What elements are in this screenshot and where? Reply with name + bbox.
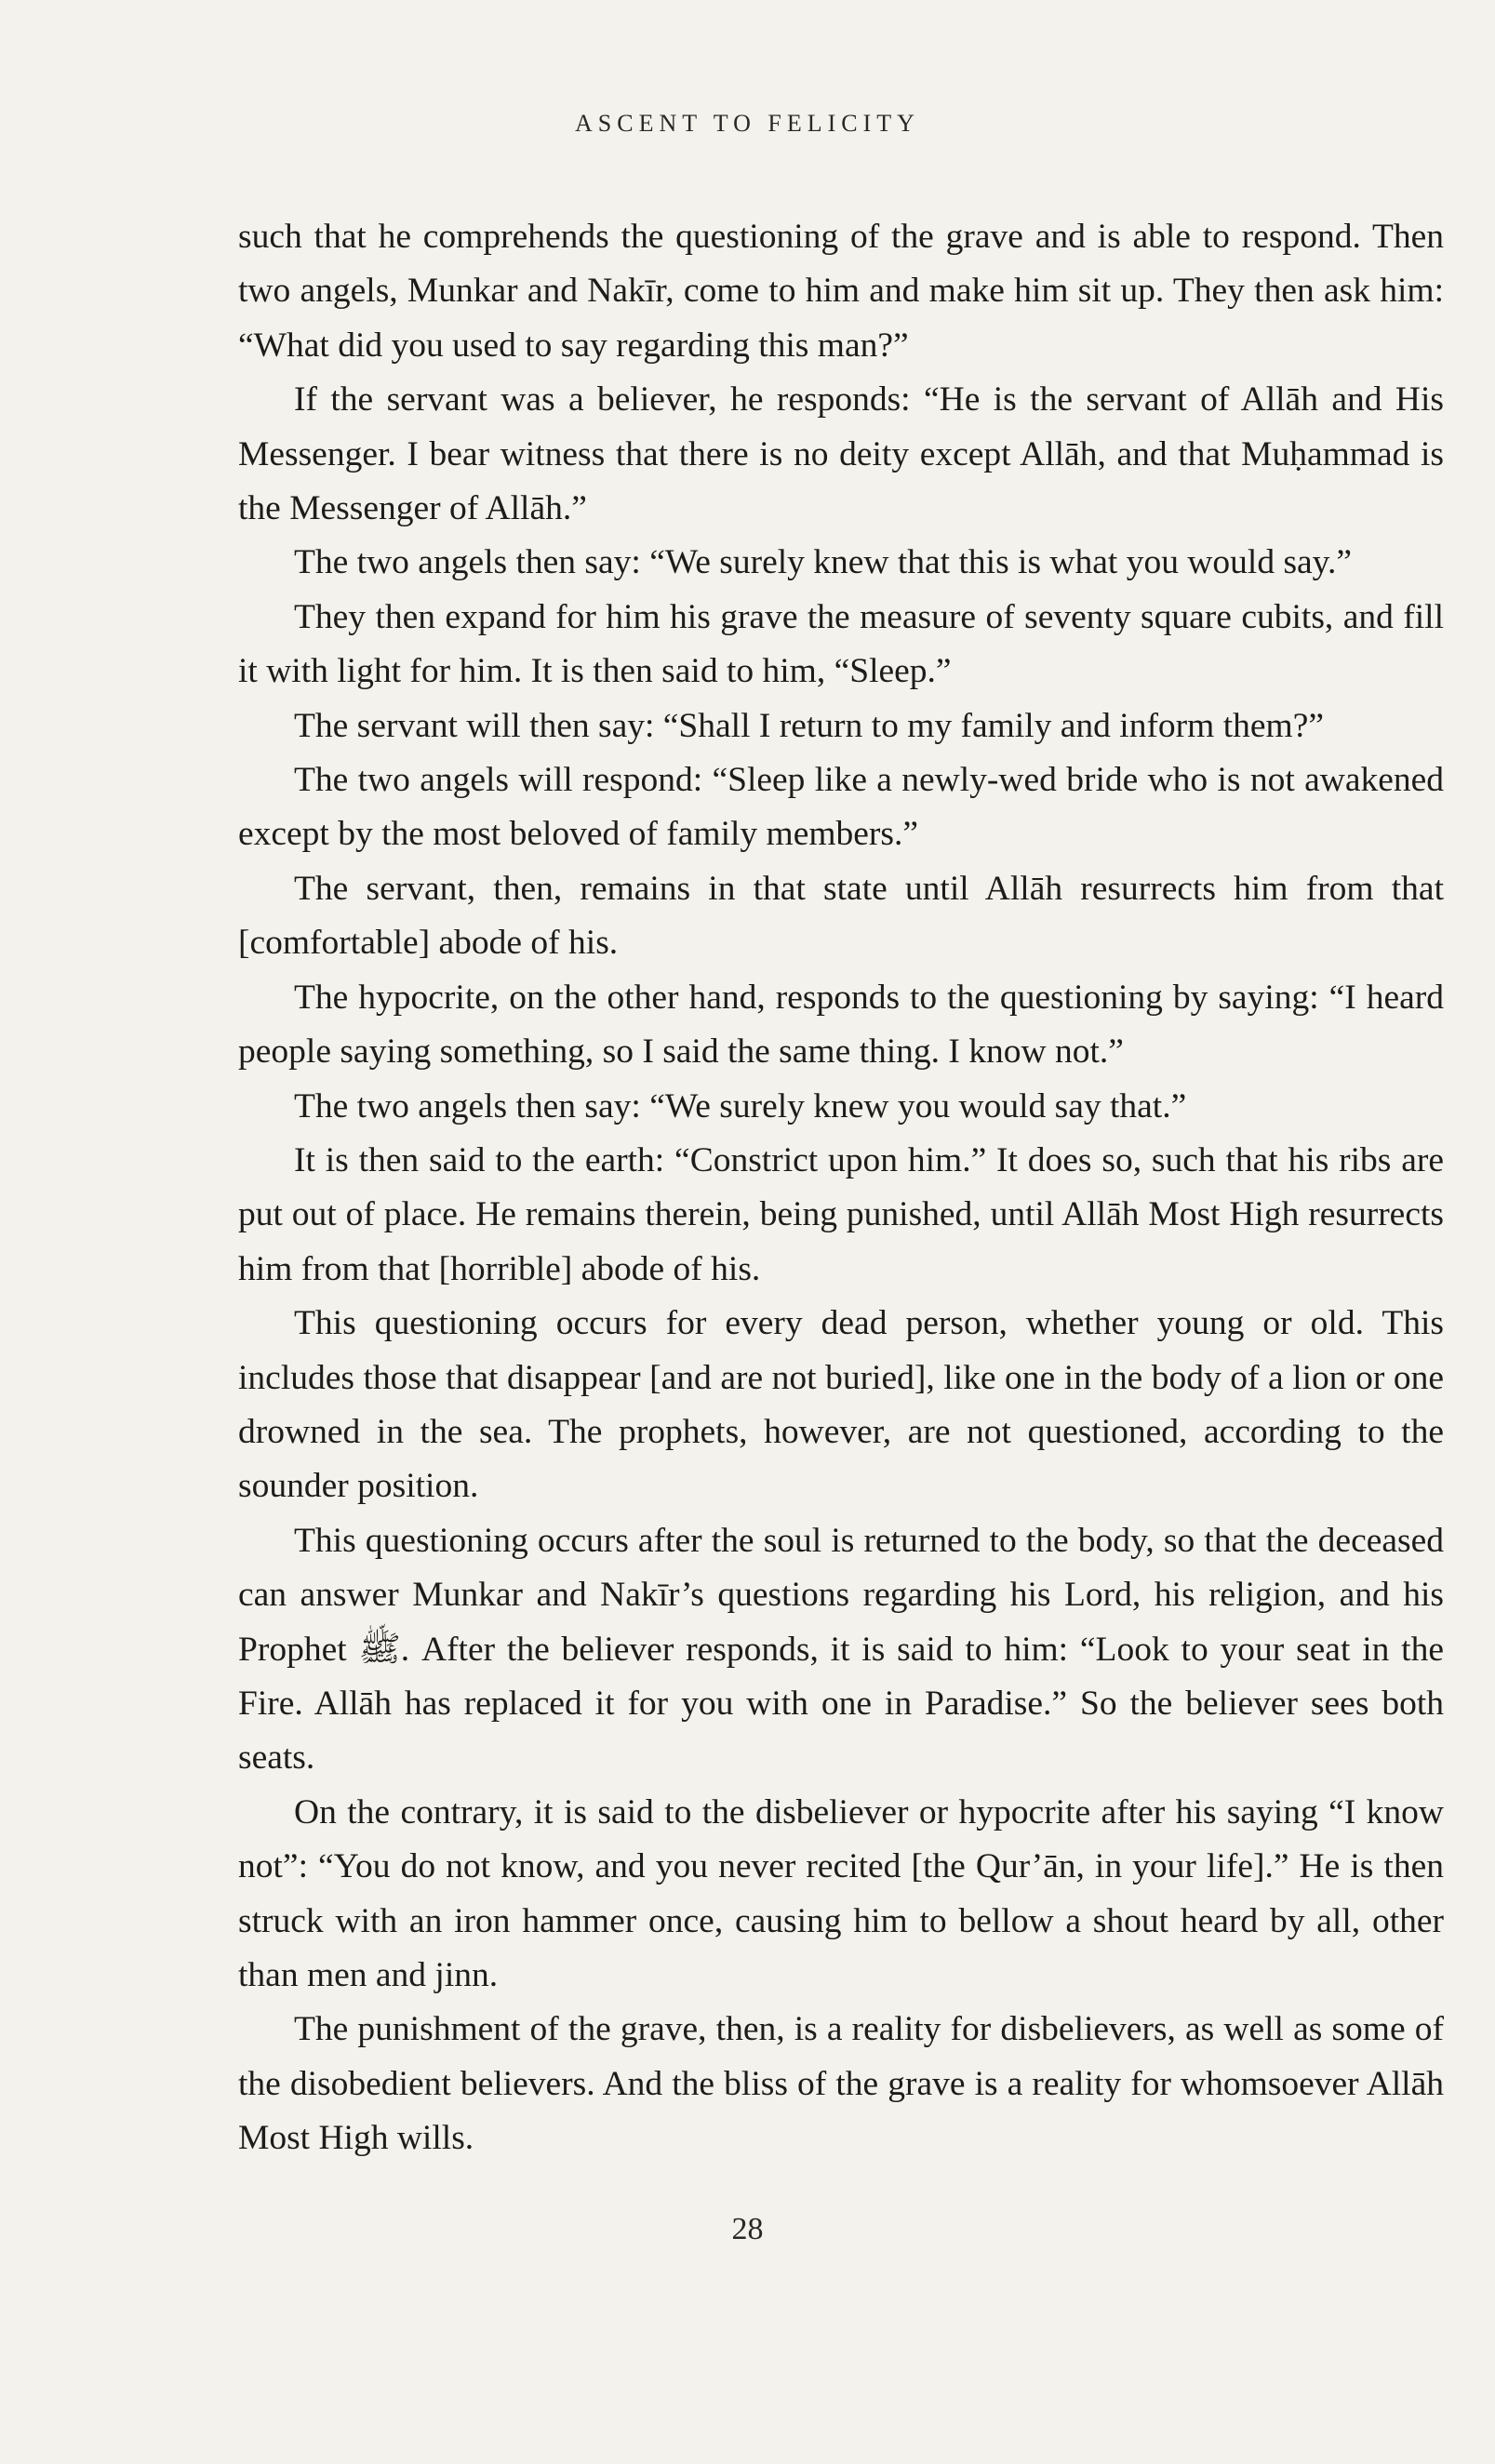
paragraph: This questioning occurs for every dead person, whether young or old. This includes those that disappear [and are not buried], like one in the body of a lion or one drowned in the sea. The prophets, however, are not questioned, according to the sounder position.: [238, 1304, 1444, 1506]
paragraph: The servant will then say: “Shall I return to my family and inform them?”: [294, 706, 1324, 745]
paragraph: The two angels will respond: “Sleep like a newly-wed bride who is not awakened except by the most beloved of family members.”: [238, 761, 1444, 854]
paragraph: The two angels then say: “We surely knew you would say that.”: [294, 1086, 1187, 1125]
paragraph: If the servant was a believer, he responds: “He is the servant of Allāh and His Messenger. I bear witness that there is no deity except Allāh, and that Muḥammad is the Messenger of Allāh.”: [238, 380, 1444, 528]
page-number: 28: [731, 2212, 764, 2246]
paragraph: It is then said to the earth: “Constrict upon him.” It does so, such that his ribs are put out of place. He remains therein, being punished, until Allāh Most High resurrects him from that [horrible] abode of his.: [238, 1140, 1444, 1288]
paragraph: The punishment of the grave, then, is a reality for disbelievers, as well as some of the disobedient believers. And the bliss of the grave is a reality for whomsoever Allāh Most High wills.: [238, 2010, 1444, 2158]
paragraph: The servant, then, remains in that state until Allāh resurrects him from that [comfortable] abode of his.: [238, 869, 1444, 963]
paragraph: The hypocrite, on the other hand, responds to the questioning by saying: “I heard people saying something, so I said the same thing. I know not.”: [238, 978, 1444, 1072]
body-text: [238, 210, 1444, 2166]
paragraph: They then expand for him his grave the measure of seventy square cubits, and fill it with light for him. It is then said to him, “Sleep.”: [238, 597, 1444, 691]
paragraph: such that he comprehends the questioning of the grave and is able to respond. Then two angels, Munkar and Nakīr, come to him and make him sit up. They then ask him: “What did you used to say regarding this man?”: [238, 218, 1444, 365]
running-head: ASCENT TO FELICITY: [575, 110, 920, 137]
paragraph: The two angels then say: “We surely knew that this is what you would say.”: [294, 543, 1353, 582]
paragraph: This questioning occurs after the soul is returned to the body, so that the deceased can answer Munkar and Nakīr’s questions regarding his Lord, his religion, and his Prophet ﷺ. After the believer responds, it is said to him: “Look to your seat in the Fire. Allāh has replaced it for you with one in Paradise.” So the believer sees both seats.: [238, 1521, 1444, 1778]
paragraph: On the contrary, it is said to the disbeliever or hypocrite after his saying “I know not”: “You do not know, and you never recited [the Qur’ān, in your life].” He is then struck with an iron hammer once, causing him to bellow a shout heard by all, other than men and jinn.: [238, 1792, 1444, 1994]
